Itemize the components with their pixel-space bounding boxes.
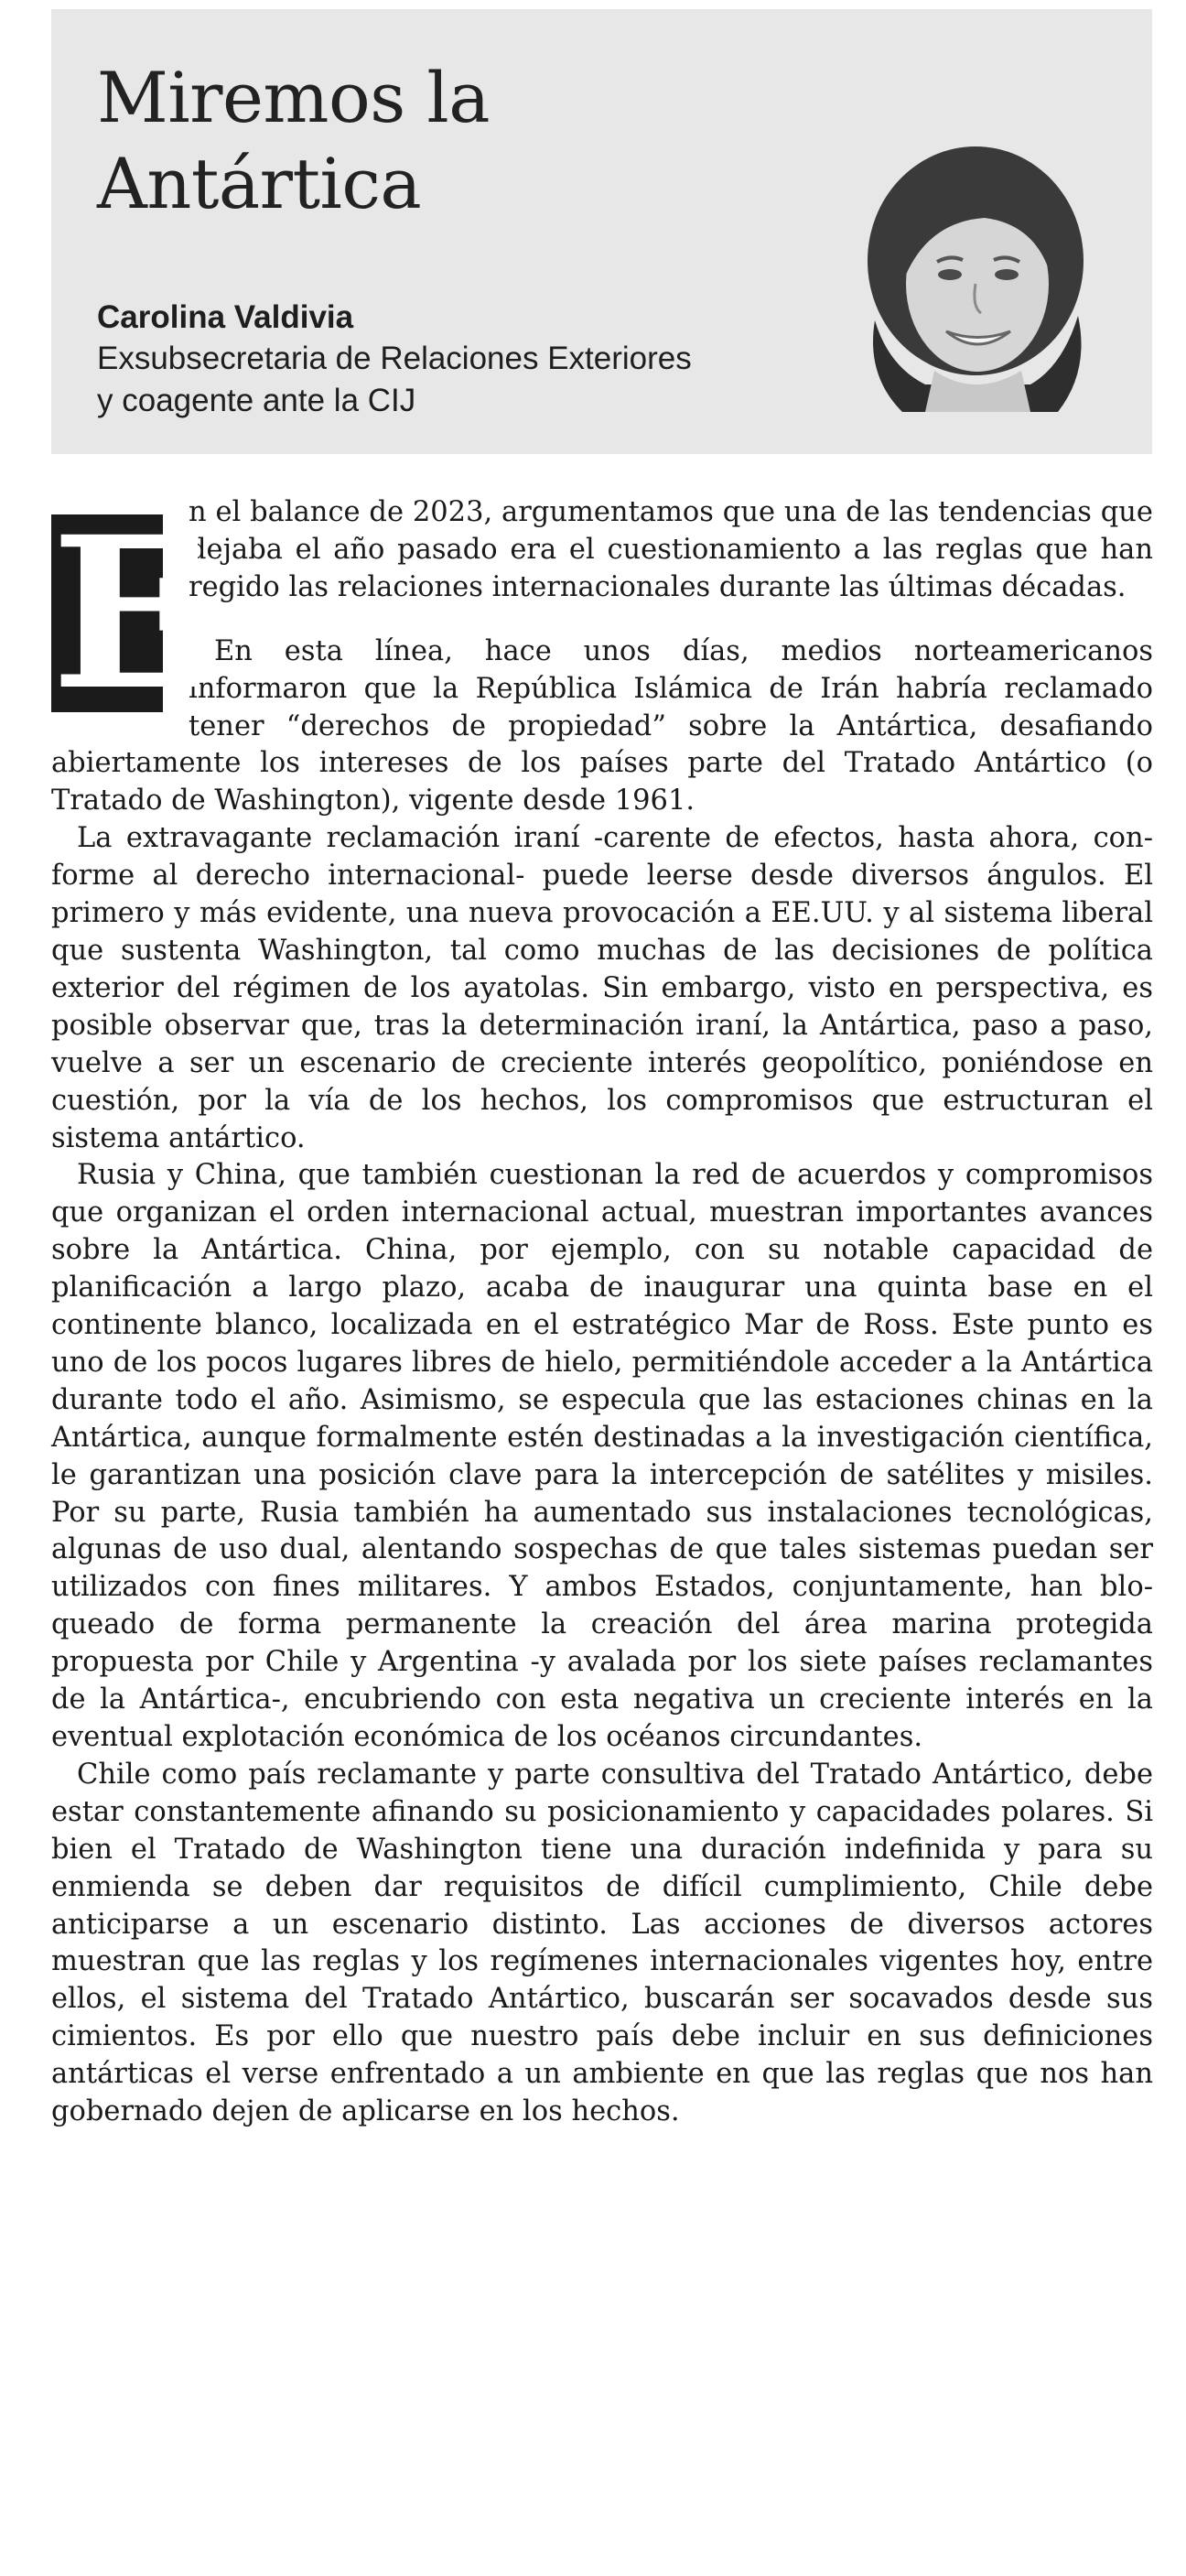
drop-cap-letter: E bbox=[51, 491, 210, 736]
article-title bbox=[97, 55, 490, 227]
title-line-1: Miremos la bbox=[97, 57, 491, 138]
author-block bbox=[97, 298, 692, 422]
drop-cap bbox=[51, 491, 210, 736]
paragraph-3: La extravagante reclamación iraní -carente de efectos, hasta ahora, conforme al derecho internacional- puede leerse desde diversos ángulos. El primero y más evidente, una nueva provocación a EE.UU. y al sistema liberal que sustenta Washington, tal como muchas de las decisiones de política exterior del régimen de los ayatolas. Sin embargo, visto en perspectiva, es posible observar que, tras la determinación iraní, la Antártica, paso a paso, vuelve a ser un escenario de creciente interés geopolítico, poniéndose en cuestión, por la vía de los hechos, los compromisos que estructuran el sistema antártico. bbox=[51, 822, 1153, 1154]
author-portrait-icon bbox=[838, 137, 1113, 417]
header-box bbox=[51, 9, 1152, 454]
paragraph-2: En esta línea, hace unos días, medios norteamericanos informaron que la República Islámica de Irán habría reclamado tener “derechos de propiedad” sobre la Antártica, desafiando abiertamente los intereses de los países parte del Tratado Antártico (o Tratado de Washington), vigente desde 1961. bbox=[51, 634, 1153, 817]
author-name: Carolina Valdivia bbox=[97, 299, 354, 335]
title-line-2: Antártica bbox=[97, 143, 422, 224]
author-role-line-2: y coagente ante la CIJ bbox=[97, 383, 416, 418]
author-role-line-1: Exsubsecretaria de Relaciones Exteriores bbox=[97, 341, 692, 376]
paragraph-1-text: n el balance de 2023, argumentamos que una de las tendencias que dejaba el año pasado era el cuestionamiento a las reglas que han regido las relaciones internacionales durante las últimas décadas. bbox=[189, 496, 1153, 603]
paragraph-5: Chile como país reclamante y parte consultiva del Tratado Antártico, debe estar constantemente afinando su posicionamiento y capacidades polares. Si bien el Tratado de Washington tiene una duración indefinida y para su enmienda se deben dar requisitos de difícil cumplimiento, Chile debe anticiparse a un escenario distinto. Las acciones de diversos actores muestran que las reglas y los regímenes internacionales vigentes hoy, entre ellos, el sistema del Tratado Antártico, buscarán ser socavados desde sus cimientos. Es por ello que nuestro país debe incluir en sus definiciones antárticas el verse enfrentado a un ambiente en que las reglas que nos han gobernado dejen de aplicarse en los hechos. bbox=[51, 1758, 1153, 2128]
paragraph-4: Rusia y China, que también cuestionan la red de acuerdos y compromisos que organizan el orden internacional actual, muestran importantes avances sobre la Antártica. China, por ejemplo, con su notable capacidad de planificación a largo plazo, acaba de inaugurar una quinta base en el continente blanco, localizada en el estratégico Mar de Ross. Este punto es uno de los pocos lugares libres de hielo, permitiéndole acceder a la Antártica durante todo el año. Asimismo, se especula que las estaciones chinas en la Antártica, aunque formalmente estén destinadas a la investigación científica, le garantizan una posición clave para la intercepción de satélites y misiles. Por su parte, Rusia también ha aumentado sus instalaciones tecnológicas, algunas de uso dual, alentando sospechas de que tales sistemas puedan ser utilizados con fines militares. Y ambos Estados, conjuntamente, han bloqueado de forma permanente la creación del área marina protegida propuesta por Chile y Argentina -y avalada por los siete países reclamantes de la Antártica-, encubriendo con esta negativa un creciente interés en la eventual explotación económica de los océanos circundantes. bbox=[51, 1159, 1153, 1753]
article-body bbox=[51, 491, 1153, 2131]
